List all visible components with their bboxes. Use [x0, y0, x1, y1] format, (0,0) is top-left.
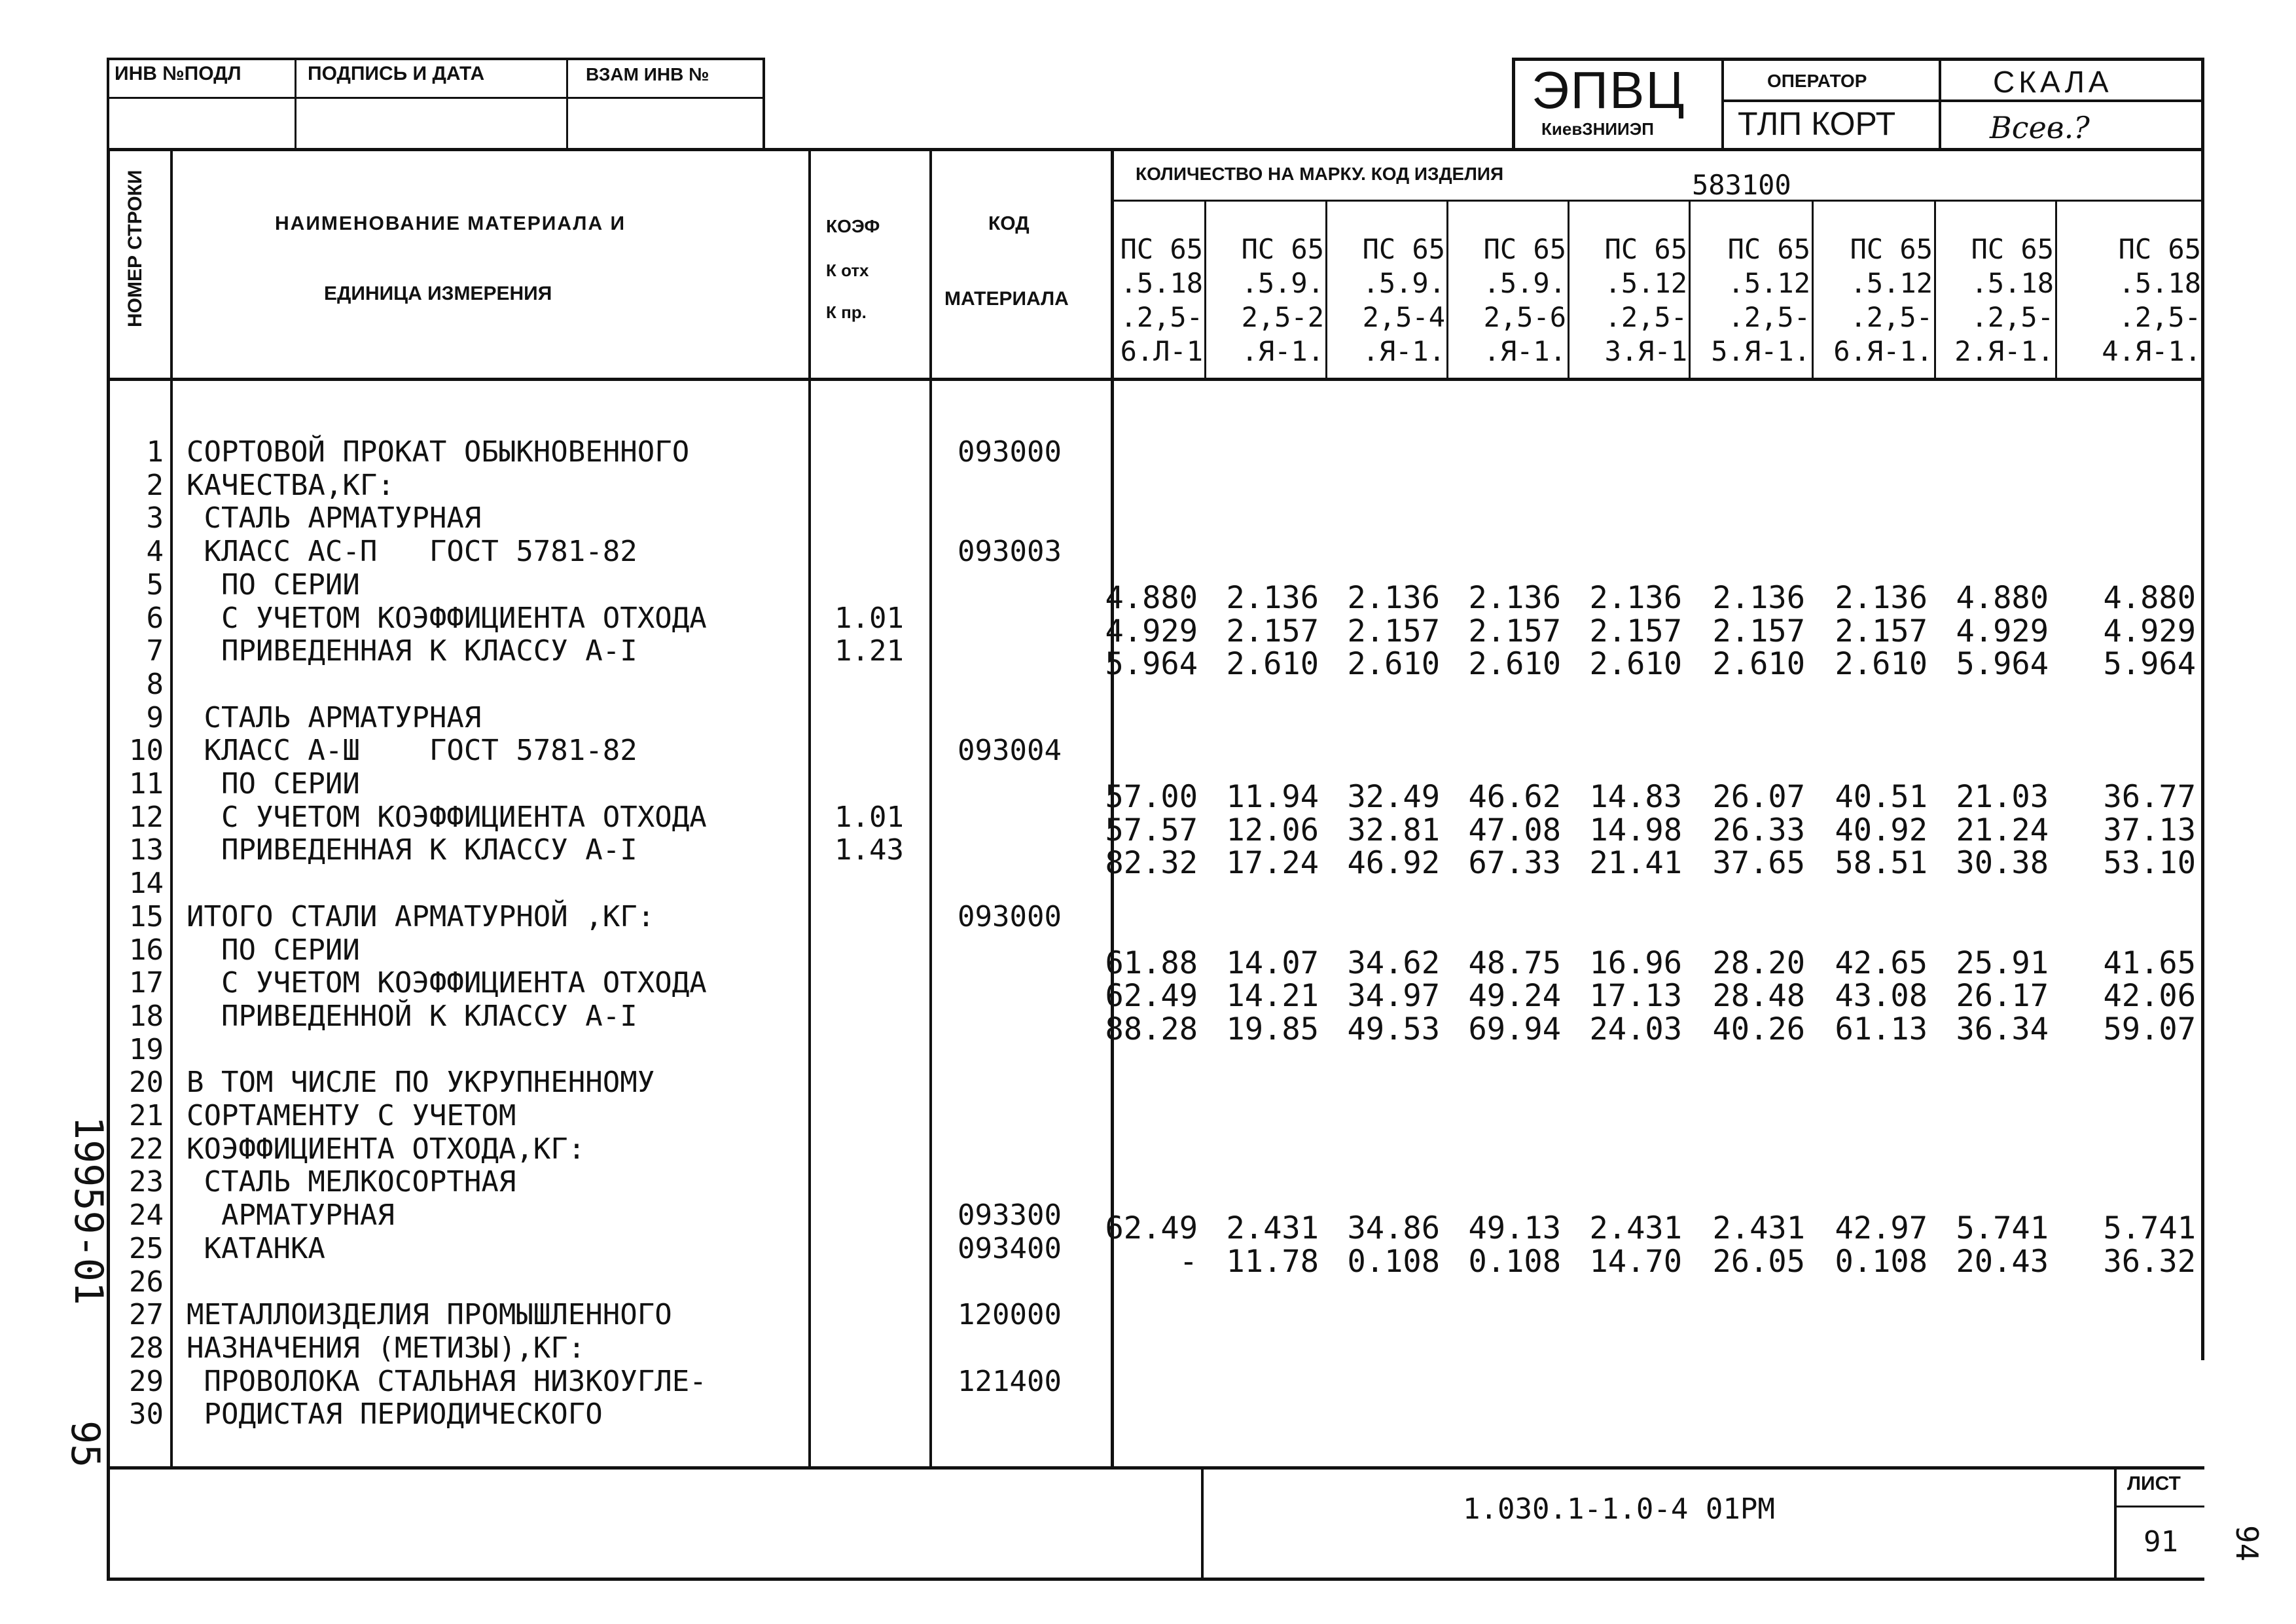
material-code: 093000: [958, 435, 1062, 469]
org-big: ЭПВЦ: [1532, 61, 1686, 119]
quantity-value: 28.48: [1712, 978, 1805, 1015]
quantity-value: 49.24: [1468, 978, 1561, 1015]
quantity-value: -: [1179, 1243, 1198, 1280]
quantity-value: 14.21: [1226, 978, 1319, 1015]
row-number: 30: [129, 1398, 164, 1432]
column-head-4: ПС 65 .5.9. 2,5-6 .Я-1.: [1483, 233, 1566, 367]
row-number: 14: [129, 867, 164, 901]
material-code: 093003: [958, 535, 1062, 569]
quantity-value: 2.610: [1589, 646, 1682, 683]
material-name: СТАЛЬ АРМАТУРНАЯ: [187, 501, 482, 535]
coefficient: 1.43: [834, 833, 904, 867]
quantity-value: 2.157: [1226, 613, 1319, 649]
quantity-value: 88.28: [1105, 1011, 1198, 1047]
material-name: ПРИВЕДЕННОЙ К КЛАССУ А-I: [187, 999, 637, 1033]
quantity-value: 36.77: [2103, 779, 2196, 815]
quantity-value: 24.03: [1589, 1011, 1682, 1047]
row-number: 24: [129, 1199, 164, 1233]
quantity-value: 48.75: [1468, 945, 1561, 981]
quantity-value: 14.98: [1589, 812, 1682, 848]
quantity-value: 26.05: [1712, 1243, 1805, 1280]
quantity-value: 0.108: [1835, 1243, 1928, 1280]
material-name: ПРОВОЛОКА СТАЛЬНАЯ НИЗКОУГЛЕ-: [187, 1364, 707, 1398]
coefficient: 1.01: [834, 601, 904, 635]
material-code: 093004: [958, 734, 1062, 768]
quantity-value: 41.65: [2103, 945, 2196, 981]
quantity-value: 2.431: [1226, 1210, 1319, 1247]
quantity-value: 14.07: [1226, 945, 1319, 981]
quantity-value: 17.24: [1226, 845, 1319, 882]
column-head-1: ПС 65 .5.18 .2,5- 6.Л-1: [1120, 233, 1203, 367]
stamp-inv-label: ИНВ №ПОДЛ: [115, 63, 242, 84]
quantity-value: 4.880: [2103, 579, 2196, 616]
row-number: 6: [146, 601, 164, 635]
quantity-value: 2.431: [1712, 1210, 1805, 1247]
quantity-value: 25.91: [1956, 945, 2049, 981]
quantity-value: 2.610: [1226, 646, 1319, 683]
quantity-value: 16.96: [1589, 945, 1682, 981]
row-number: 28: [129, 1331, 164, 1365]
material-code: 121400: [958, 1364, 1062, 1398]
row-number: 23: [129, 1165, 164, 1199]
quantity-value: 2.157: [1468, 613, 1561, 649]
code-header-line2: МАТЕРИАЛА: [944, 288, 1069, 310]
material-code: 093400: [958, 1231, 1062, 1265]
quantity-value: 2.610: [1712, 646, 1805, 683]
material-code: 120000: [958, 1298, 1062, 1332]
coef-k-otx: К отх: [826, 261, 869, 280]
vertical-doc-number: 19959-01: [65, 1116, 111, 1305]
quantity-value: 53.10: [2103, 845, 2196, 882]
document-code: 1.030.1-1.0-4 01РМ: [1463, 1492, 1775, 1526]
quantity-value: 30.38: [1956, 845, 2049, 882]
quantity-value: 4.929: [1105, 613, 1198, 649]
quantity-value: 42.97: [1835, 1210, 1928, 1247]
row-number: 21: [129, 1099, 164, 1132]
sheet-label: ЛИСТ: [2127, 1473, 2181, 1494]
row-number: 2: [146, 468, 164, 502]
quantity-value: 4.929: [2103, 613, 2196, 649]
quantity-value: 4.880: [1956, 579, 2049, 616]
quantity-value: 32.49: [1347, 779, 1440, 815]
quantity-value: 42.06: [2103, 978, 2196, 1015]
material-name: ПО СЕРИИ: [187, 933, 360, 967]
quantity-value: 26.07: [1712, 779, 1805, 815]
material-name: АРМАТУРНАЯ: [187, 1199, 395, 1233]
quantity-value: 12.06: [1226, 812, 1319, 848]
quantity-value: 43.08: [1835, 978, 1928, 1015]
stamp-sign-label: ПОДПИСЬ И ДАТА: [308, 63, 485, 84]
material-name: КЛАСС А-Ш ГОСТ 5781-82: [187, 734, 637, 768]
coefficient: 1.21: [834, 634, 904, 668]
quantity-value: 5.964: [1105, 646, 1198, 683]
side-number: 94: [2229, 1525, 2265, 1562]
material-name: ПРИВЕДЕННАЯ К КЛАССУ А-I: [187, 634, 637, 668]
coefficient: 1.01: [834, 800, 904, 834]
quantity-value: 82.32: [1105, 845, 1198, 882]
material-name: КАТАНКА: [187, 1231, 325, 1265]
quantity-value: 2.431: [1589, 1210, 1682, 1247]
row-number: 5: [146, 568, 164, 602]
quantity-value: 5.741: [1956, 1210, 2049, 1247]
material-name: НАЗНАЧЕНИЯ (МЕТИЗЫ),КГ:: [187, 1331, 586, 1365]
stamp-vzam-label: ВЗАМ ИНВ №: [586, 64, 709, 84]
quantity-value: 0.108: [1468, 1243, 1561, 1280]
quantity-value: 4.880: [1105, 579, 1198, 616]
quantity-value: 20.43: [1956, 1243, 2049, 1280]
row-number: 25: [129, 1231, 164, 1265]
quantity-value: 28.20: [1712, 945, 1805, 981]
quantity-value: 5.964: [2103, 646, 2196, 683]
quantity-header: КОЛИЧЕСТВО НА МАРКУ. КОД ИЗДЕЛИЯ: [1136, 164, 1504, 184]
row-number: 12: [129, 800, 164, 834]
quantity-value: 37.13: [2103, 812, 2196, 848]
quantity-value: 34.62: [1347, 945, 1440, 981]
quantity-value: 46.92: [1347, 845, 1440, 882]
quantity-value: 2.136: [1712, 579, 1805, 616]
product-code: 583100: [1692, 169, 1791, 201]
column-head-6: ПС 65 .5.12 .2,5- 5.Я-1.: [1711, 233, 1810, 367]
material-header-line1: НАИМЕНОВАНИЕ МАТЕРИАЛА И: [275, 213, 626, 234]
quantity-value: 32.81: [1347, 812, 1440, 848]
quantity-value: 42.65: [1835, 945, 1928, 981]
quantity-value: 2.157: [1712, 613, 1805, 649]
quantity-value: 62.49: [1105, 978, 1198, 1015]
org-small: КиевЗНИИЭП: [1541, 119, 1654, 139]
quantity-value: 67.33: [1468, 845, 1561, 882]
quantity-value: 21.41: [1589, 845, 1682, 882]
material-name: ПРИВЕДЕННАЯ К КЛАССУ А-I: [187, 833, 637, 867]
quantity-value: 2.157: [1347, 613, 1440, 649]
row-number: 29: [129, 1364, 164, 1398]
signature: Всев.?: [1990, 110, 2090, 145]
material-code: 093000: [958, 899, 1062, 933]
quantity-value: 17.13: [1589, 978, 1682, 1015]
quantity-value: 14.70: [1589, 1243, 1682, 1280]
quantity-value: 2.136: [1468, 579, 1561, 616]
quantity-value: 40.92: [1835, 812, 1928, 848]
quantity-value: 49.13: [1468, 1210, 1561, 1247]
quantity-value: 57.57: [1105, 812, 1198, 848]
row-number-header: НОМЕР СТРОКИ: [124, 170, 146, 327]
material-header-line2: ЕДИНИЦА ИЗМЕРЕНИЯ: [324, 283, 552, 304]
quantity-value: 59.07: [2103, 1011, 2196, 1047]
quantity-value: 62.49: [1105, 1210, 1198, 1247]
row-number: 9: [146, 700, 164, 734]
material-name: С УЧЕТОМ КОЭФФИЦИЕНТА ОТХОДА: [187, 800, 707, 834]
quantity-value: 19.85: [1226, 1011, 1319, 1047]
operator-value: ТЛП КОРТ: [1738, 105, 1896, 142]
row-number: 8: [146, 667, 164, 701]
code-header-line1: КОД: [988, 213, 1030, 234]
quantity-value: 26.33: [1712, 812, 1805, 848]
quantity-value: 37.65: [1712, 845, 1805, 882]
quantity-value: 36.34: [1956, 1011, 2049, 1047]
row-number: 16: [129, 933, 164, 967]
row-number: 11: [129, 767, 164, 801]
material-name: ИТОГО СТАЛИ АРМАТУРНОЙ ,КГ:: [187, 899, 655, 933]
quantity-value: 61.13: [1835, 1011, 1928, 1047]
quantity-value: 2.136: [1589, 579, 1682, 616]
name-value: СКАЛА: [1993, 65, 2113, 99]
quantity-value: 11.78: [1226, 1243, 1319, 1280]
row-number: 10: [129, 734, 164, 768]
quantity-value: 57.00: [1105, 779, 1198, 815]
operator-label: ОПЕРАТОР: [1767, 71, 1867, 91]
row-number: 20: [129, 1066, 164, 1100]
coef-header: КОЭФ: [826, 216, 880, 236]
quantity-value: 5.741: [2103, 1210, 2196, 1247]
quantity-value: 2.610: [1468, 646, 1561, 683]
quantity-value: 14.83: [1589, 779, 1682, 815]
material-name: СТАЛЬ АРМАТУРНАЯ: [187, 700, 482, 734]
quantity-value: 4.929: [1956, 613, 2049, 649]
quantity-value: 11.94: [1226, 779, 1319, 815]
quantity-value: 2.136: [1835, 579, 1928, 616]
quantity-value: 69.94: [1468, 1011, 1561, 1047]
quantity-value: 40.51: [1835, 779, 1928, 815]
sheet-number: 91: [2144, 1525, 2178, 1559]
row-number: 22: [129, 1132, 164, 1166]
quantity-value: 61.88: [1105, 945, 1198, 981]
column-head-5: ПС 65 .5.12 .2,5- 3.Я-1: [1604, 233, 1687, 367]
quantity-value: 26.17: [1956, 978, 2049, 1015]
quantity-value: 21.24: [1956, 812, 2049, 848]
quantity-value: 2.610: [1835, 646, 1928, 683]
column-head-3: ПС 65 .5.9. 2,5-4 .Я-1.: [1362, 233, 1445, 367]
column-head-8: ПС 65 .5.18 .2,5- 2.Я-1.: [1954, 233, 2054, 367]
material-name: МЕТАЛЛОИЗДЕЛИЯ ПРОМЫШЛЕННОГО: [187, 1298, 672, 1332]
row-number: 3: [146, 501, 164, 535]
material-name: СТАЛЬ МЕЛКОСОРТНАЯ: [187, 1165, 516, 1199]
coef-k-pr: К пр.: [826, 302, 867, 322]
row-number: 15: [129, 899, 164, 933]
row-number: 4: [146, 535, 164, 569]
row-number: 26: [129, 1265, 164, 1299]
material-name: С УЧЕТОМ КОЭФФИЦИЕНТА ОТХОДА: [187, 601, 707, 635]
quantity-value: 0.108: [1347, 1243, 1440, 1280]
quantity-value: 47.08: [1468, 812, 1561, 848]
row-number: 7: [146, 634, 164, 668]
quantity-value: 36.32: [2103, 1243, 2196, 1280]
row-number: 18: [129, 999, 164, 1033]
quantity-value: 34.97: [1347, 978, 1440, 1015]
material-name: СОРТАМЕНТУ С УЧЕТОМ: [187, 1099, 516, 1132]
row-number: 17: [129, 966, 164, 1000]
material-name: ПО СЕРИИ: [187, 568, 360, 602]
quantity-value: 2.136: [1347, 579, 1440, 616]
material-name: В ТОМ ЧИСЛЕ ПО УКРУПНЕННОМУ: [187, 1066, 655, 1100]
quantity-value: 2.610: [1347, 646, 1440, 683]
quantity-value: 5.964: [1956, 646, 2049, 683]
row-number: 19: [129, 1032, 164, 1066]
material-name: СОРТОВОЙ ПРОКАТ ОБЫКНОВЕННОГО: [187, 435, 690, 469]
material-name: РОДИСТАЯ ПЕРИОДИЧЕСКОГО: [187, 1398, 603, 1432]
quantity-value: 34.86: [1347, 1210, 1440, 1247]
material-name: КАЧЕСТВА,КГ:: [187, 468, 395, 502]
row-number: 27: [129, 1298, 164, 1332]
vertical-page-number: 95: [62, 1420, 108, 1468]
material-code: 093300: [958, 1199, 1062, 1233]
material-name: КОЭФФИЦИЕНТА ОТХОДА,КГ:: [187, 1132, 586, 1166]
quantity-value: 40.26: [1712, 1011, 1805, 1047]
column-head-2: ПС 65 .5.9. 2,5-2 .Я-1.: [1241, 233, 1324, 367]
quantity-value: 21.03: [1956, 779, 2049, 815]
quantity-value: 2.136: [1226, 579, 1319, 616]
column-head-7: ПС 65 .5.12 .2,5- 6.Я-1.: [1833, 233, 1933, 367]
quantity-value: 46.62: [1468, 779, 1561, 815]
material-name: КЛАСС АС-П ГОСТ 5781-82: [187, 535, 637, 569]
quantity-value: 58.51: [1835, 845, 1928, 882]
column-head-9: ПС 65 .5.18 .2,5- 4.Я-1.: [2102, 233, 2201, 367]
material-name: С УЧЕТОМ КОЭФФИЦИЕНТА ОТХОДА: [187, 966, 707, 1000]
quantity-value: 2.157: [1835, 613, 1928, 649]
row-number: 1: [146, 435, 164, 469]
material-name: ПО СЕРИИ: [187, 767, 360, 801]
row-number: 13: [129, 833, 164, 867]
quantity-value: 2.157: [1589, 613, 1682, 649]
quantity-value: 49.53: [1347, 1011, 1440, 1047]
